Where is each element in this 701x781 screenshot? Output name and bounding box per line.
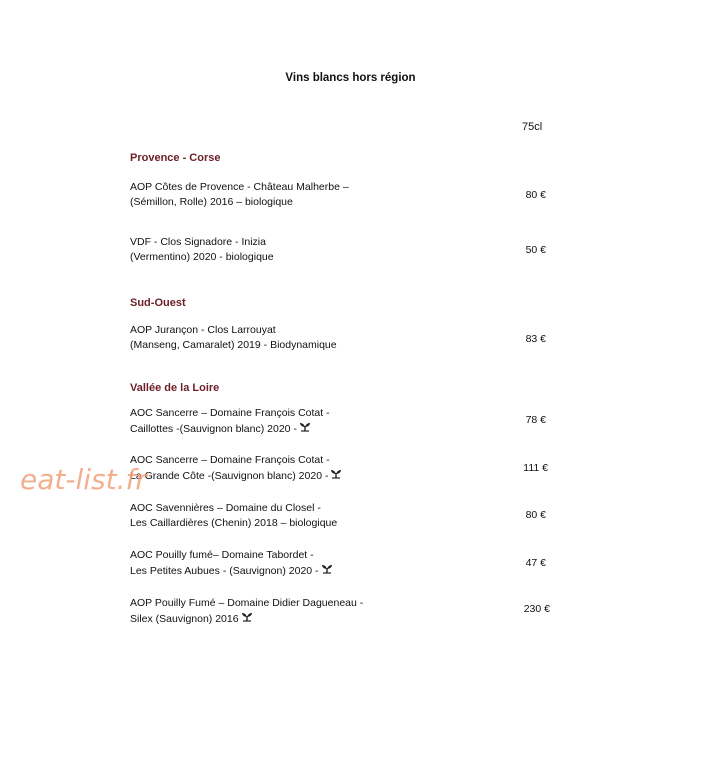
wine-name-line2: (Manseng, Camaralet) 2019 - Biodynamique <box>130 339 337 351</box>
wine-name-line1: AOC Sancerre – Domaine François Cotat - <box>130 454 330 466</box>
wine-price: 80 € <box>525 189 546 201</box>
page-title: Vins blancs hors région <box>285 72 416 84</box>
wine-name-line2: Silex (Sauvignon) 2016 <box>130 612 239 625</box>
section-vallee-de-la-loire: Vallée de la Loire <box>130 382 220 394</box>
wine-item <box>130 596 390 627</box>
wine-item <box>130 323 390 353</box>
volume-header: 75cl <box>522 121 543 133</box>
wine-name-line2: Les Petites Aubues - (Sauvignon) 2020 - <box>130 564 319 577</box>
section-provence-corse: Provence - Corse <box>130 152 221 164</box>
wine-name-line2: (Vermentino) 2020 - biologique <box>130 251 274 263</box>
section-sud-ouest: Sud-Ouest <box>130 297 186 309</box>
wine-item <box>130 235 390 265</box>
wine-item <box>130 406 390 437</box>
wine-item <box>130 501 390 531</box>
wine-price: 47 € <box>525 557 546 569</box>
wine-name-line1: AOC Pouilly fumé– Domaine Tabordet - <box>130 549 314 561</box>
wine-name-line2: Caillottes -(Sauvignon blanc) 2020 - <box>130 422 297 435</box>
wine-name-line2: La Grande Côte -(Sauvignon blanc) 2020 - <box>130 469 329 482</box>
wine-price: 80 € <box>525 509 546 521</box>
wine-price: 83 € <box>525 333 546 345</box>
wine-name-line1: AOC Sancerre – Domaine François Cotat - <box>130 407 330 419</box>
wine-name-line1: AOC Savennières – Domaine du Closel - <box>130 502 321 514</box>
wine-name-line1: AOP Pouilly Fumé – Domaine Didier Dagueneau - <box>130 597 364 609</box>
watermark: eat-list.fr <box>20 463 147 496</box>
wine-item <box>130 180 390 210</box>
wine-name-line1: VDF - Clos Signadore - Inizia <box>130 236 266 248</box>
wine-price: 78 € <box>525 414 546 426</box>
sprout-icon <box>321 563 333 579</box>
wine-price: 111 € <box>523 462 548 474</box>
wine-price: 230 € <box>523 603 550 615</box>
wine-name-line1: AOP Côtes de Provence - Château Malherbe – <box>130 181 349 193</box>
sprout-icon <box>241 611 253 627</box>
wine-item <box>130 453 390 484</box>
wine-name-line1: AOP Jurançon - Clos Larrouyat <box>130 324 276 336</box>
wine-name-line2: Les Caillardières (Chenin) 2018 – biologique <box>130 517 338 529</box>
wine-price: 50 € <box>525 244 546 256</box>
sprout-icon <box>299 421 311 437</box>
wine-item <box>130 548 390 579</box>
wine-name-line2: (Sémillon, Rolle) 2016 – biologique <box>130 196 293 208</box>
sprout-icon <box>330 468 342 484</box>
